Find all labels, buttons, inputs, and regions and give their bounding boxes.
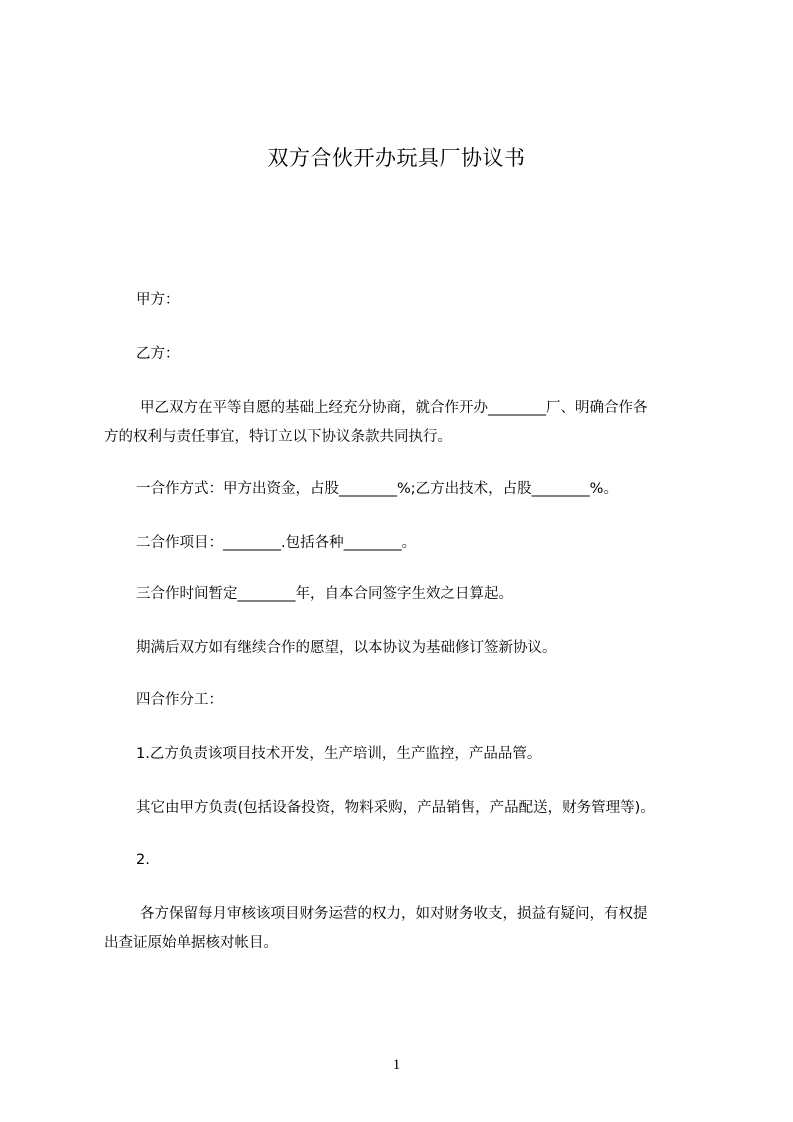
audit-paragraph <box>104 900 704 958</box>
party-a-label: 甲方： <box>136 292 180 308</box>
clause-4-item-2: 2. <box>136 852 150 868</box>
audit-line-1: 各方保留每月审核该项目财务运营的权力，如对财务收支，损益有疑问，有权提 <box>140 906 648 922</box>
intro-line-1: 甲乙双方在平等自愿的基础上经充分协商，就合作开办________厂、明确合作各 <box>140 400 648 416</box>
document-title: 双方合伙开办玩具厂协议书 <box>267 146 526 170</box>
clause-1-cooperation-method: 一合作方式：甲方出资金，占股________%;乙方出技术，占股________%。 <box>136 481 618 497</box>
clause-3-renewal-note: 期满后双方如有继续合作的愿望，以本协议为基础修订签新协议。 <box>136 640 557 656</box>
intro-line-2: 方的权利与责任事宜，特订立以下协议条款共同执行。 <box>104 429 452 445</box>
intro-paragraph <box>104 394 704 452</box>
clause-2-cooperation-project: 二合作项目：________.包括各种________。 <box>136 535 417 551</box>
page-number: 1 <box>392 1057 401 1073</box>
audit-line-2: 出查证原始单据核对帐目。 <box>104 935 278 951</box>
party-b-label: 乙方： <box>136 346 180 362</box>
clause-3-cooperation-term: 三合作时间暂定________年，自本合同签字生效之日算起。 <box>136 586 513 602</box>
clause-4-item-1-note: 其它由甲方负责(包括设备投资，物料采购，产品销售，产品配送，财务管理等)。 <box>136 800 655 816</box>
clause-4-heading: 四合作分工： <box>136 692 223 708</box>
clause-4-item-1: 1.乙方负责该项目技术开发，生产培训，生产监控，产品品管。 <box>136 746 542 762</box>
